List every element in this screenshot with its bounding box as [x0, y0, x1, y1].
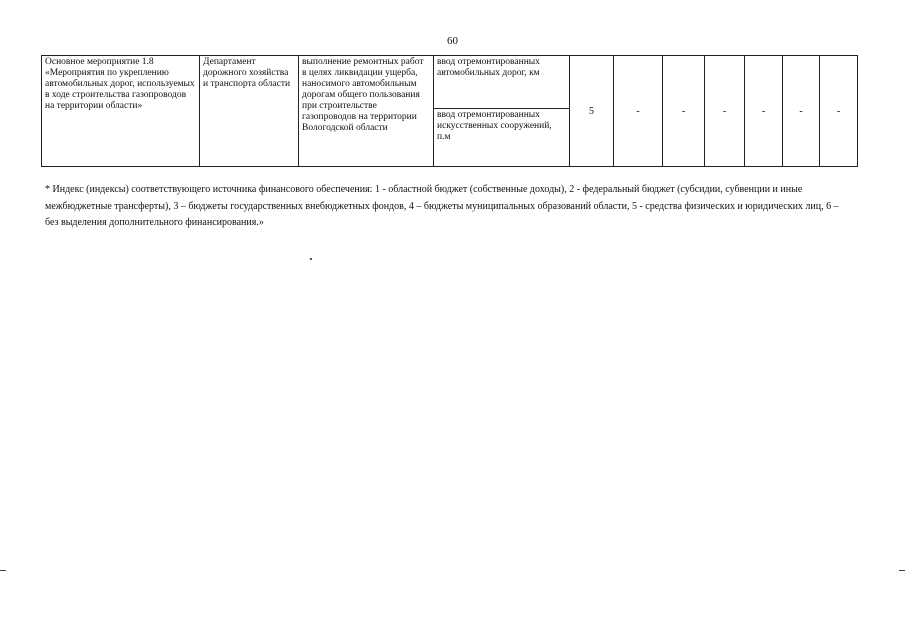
measure-name-cell: Основное мероприятие 1.8 «Мероприятия по укреплению автомобильных дорог, используемых в ходе строительства газопроводов на территории области»: [42, 56, 200, 167]
year-value-cell: -: [614, 56, 663, 167]
indicator-roads-cell: ввод отремонтированных автомобильных дорог, км: [434, 56, 570, 109]
funding-source-index-cell: 5: [570, 56, 614, 167]
program-measures-table: [41, 55, 858, 167]
stray-dot: [310, 258, 312, 260]
year-value-cell: -: [663, 56, 705, 167]
indicator-structures-cell: ввод отремонтированных искусственных сооружений, п.м: [434, 109, 570, 167]
year-value-cell: -: [820, 56, 858, 167]
executor-cell: Департамент дорожного хозяйства и транспорта области: [200, 56, 299, 167]
right-margin-mark: [899, 570, 905, 571]
left-margin-mark: [0, 570, 6, 571]
funding-source-footnote: * Индекс (индексы) соответствующего источника финансового обеспечения: 1 - областной бюджет (собственные доходы), 2 - федеральный бюджет (субсидии, субвенции и иные межбюджетные трансферты), 3 – бюджеты государственных внебюджетных фондов, 4 – бюджеты муниципальных образований области, 5 - средства физических и юридических лиц, 6 – без выделения дополнительного финансирования.»: [45, 184, 839, 228]
year-value-cell: -: [745, 56, 783, 167]
page-number: 60: [447, 35, 458, 47]
task-cell: выполнение ремонтных работ в целях ликвидации ущерба, наносимого автомобильным дорогам общего пользования при строительстве газопроводов на территории Вологодской области: [299, 56, 434, 167]
year-value-cell: -: [705, 56, 745, 167]
year-value-cell: -: [783, 56, 820, 167]
